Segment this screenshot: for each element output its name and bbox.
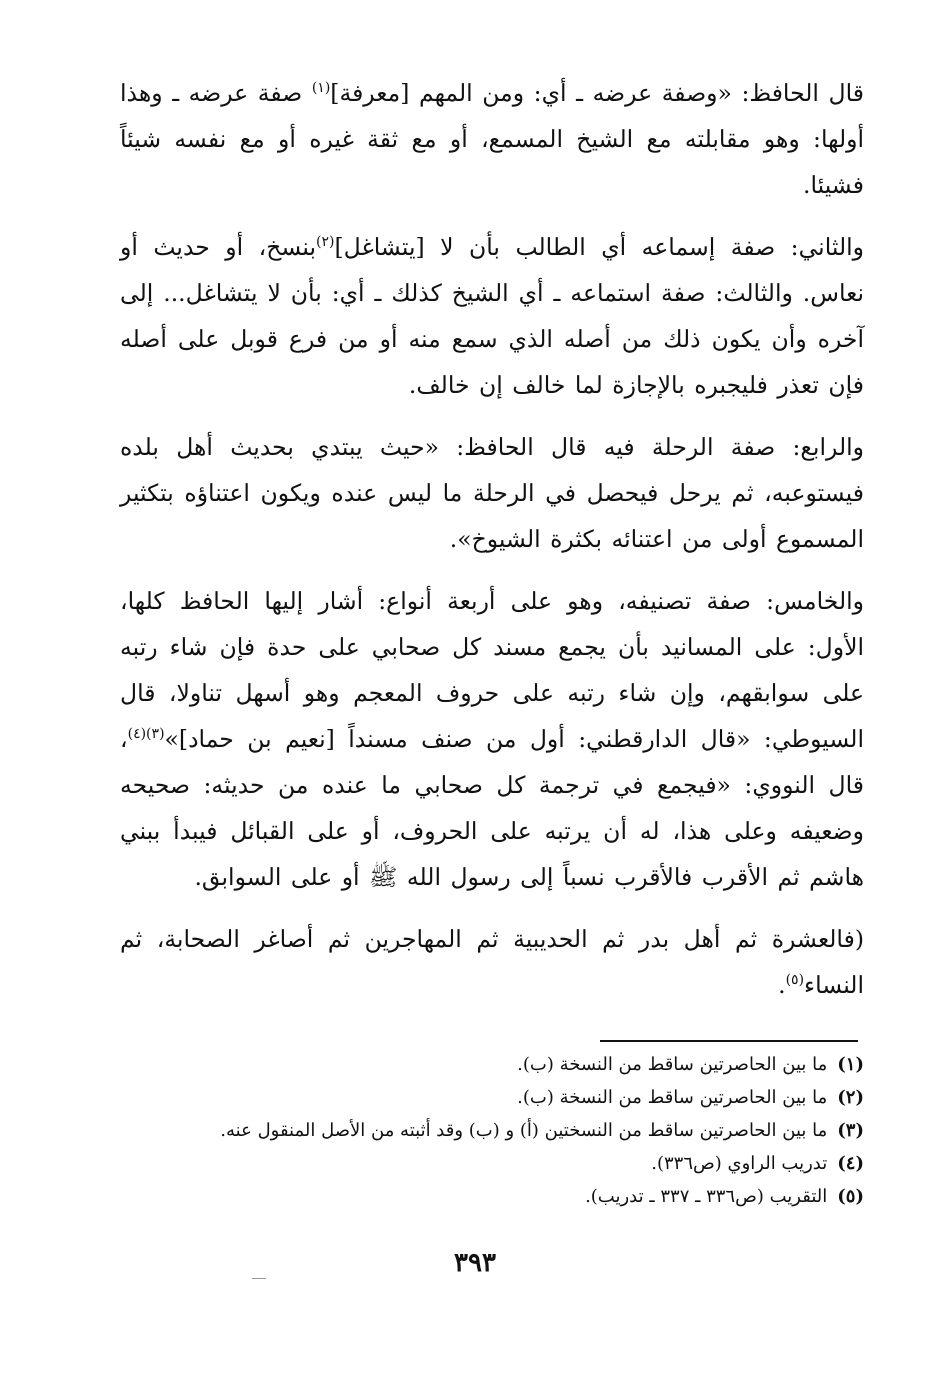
footnote-text: ما بين الحاصرتين ساقط من النسختين (أ) و (ب) وقد أثبته من الأصل المنقول عنه.: [220, 1120, 828, 1141]
footnote-number: (٥): [837, 1186, 864, 1207]
footnote-ref[interactable]: (٥): [785, 972, 805, 989]
paragraph-text: .: [778, 971, 786, 999]
paragraph-3: [120, 424, 864, 562]
paragraph-1: [120, 70, 864, 208]
paragraph-2: [120, 224, 864, 408]
paragraph-5: [120, 916, 864, 1008]
paragraph-text: ، قال النووي: «فيجمع في ترجمة كل صحابي ما عنده من حديثه: صحيحه وضعيفه وعلى هذا، له أن يرتبه على الحروف، أو على القبائل فيبدأ ببني هاشم ثم الأقرب فالأقرب نسباً إلى رسول الله ﷺ أو على السوابق.: [120, 725, 864, 891]
footnote-number: (٢): [837, 1087, 864, 1108]
footnotes: [110, 1048, 864, 1213]
footnote-ref[interactable]: (٢): [316, 234, 335, 251]
paragraph-text: والرابع: صفة الرحلة فيه قال الحافظ: «حيث يبتدي بحديث أهل بلده فيستوعبه، ثم يرحل فيحصل في الرحلة ما ليس عنده ويكون اعتناؤه بتكثير المسموع أولى من اعتنائه بكثرة الشيوخ».: [120, 433, 864, 553]
footnote-item: [110, 1048, 864, 1081]
footnote-item: [110, 1114, 864, 1147]
footnote-text: ما بين الحاصرتين ساقط من النسخة (ب).: [517, 1054, 828, 1075]
paragraph-text: قال الحافظ: «وصفة عرضه ـ أي: ومن المهم [معرفة]: [330, 79, 864, 107]
footnote-item: [110, 1081, 864, 1114]
page-number: ٣٩٣: [454, 1248, 496, 1278]
main-text: [120, 70, 864, 1024]
footnote-text: ما بين الحاصرتين ساقط من النسخة (ب).: [517, 1087, 828, 1108]
footnote-item: [110, 1180, 864, 1213]
footnote-number: (٣): [837, 1120, 864, 1141]
footnote-text: التقريب (ص٣٣٦ ـ ٣٣٧ ـ تدريب).: [585, 1186, 828, 1207]
footnote-item: [110, 1147, 864, 1180]
paragraph-text: بنسخ، أو حديث أو نعاس. والثالث: صفة استماعه ـ أي الشيخ كذلك ـ أي: بأن لا يتشاغل... إلى آخره وأن يكون ذلك من أصله الذي سمع منه أو من فرع قوبل على أصله فإن تعذر فليجبره بالإجازة لما خالف إن خالف.: [120, 233, 864, 399]
paragraph-text: (فالعشرة ثم أهل بدر ثم الحديبية ثم المهاجرين ثم أصاغر الصحابة، ثم النساء: [120, 925, 864, 999]
footnote-divider: [600, 1040, 858, 1042]
footnote-ref[interactable]: (٣)(٤): [127, 726, 165, 743]
paragraph-4: [120, 578, 864, 900]
scan-mark: [252, 1278, 266, 1279]
footnote-number: (٤): [837, 1153, 864, 1174]
footnote-text: تدريب الراوي (ص٣٣٦).: [651, 1153, 828, 1174]
footnote-ref[interactable]: (١): [311, 80, 331, 97]
paragraph-text: والثاني: صفة إسماعه أي الطالب بأن لا [يتشاغل]: [334, 233, 864, 261]
paragraph-text: والخامس: صفة تصنيفه، وهو على أربعة أنواع: أشار إليها الحافظ كلها، الأول: على المسانيد بأن يجمع مسند كل صحابي على حدة فإن شاء رتبه على سوابقهم، وإن شاء رتبه على حروف المعجم وهو أسهل تناولا، قال السيوطي: «قال الدارقطني: أول من صنف مسنداً [نعيم بن حماد]»: [120, 587, 864, 753]
footnote-number: (١): [837, 1054, 864, 1075]
paragraph-text: صفة عرضه ـ وهذا أولها: وهو مقابلته مع الشيخ المسمع، أو مع ثقة غيره أو مع نفسه شيئاً فشيئا.: [120, 79, 864, 199]
